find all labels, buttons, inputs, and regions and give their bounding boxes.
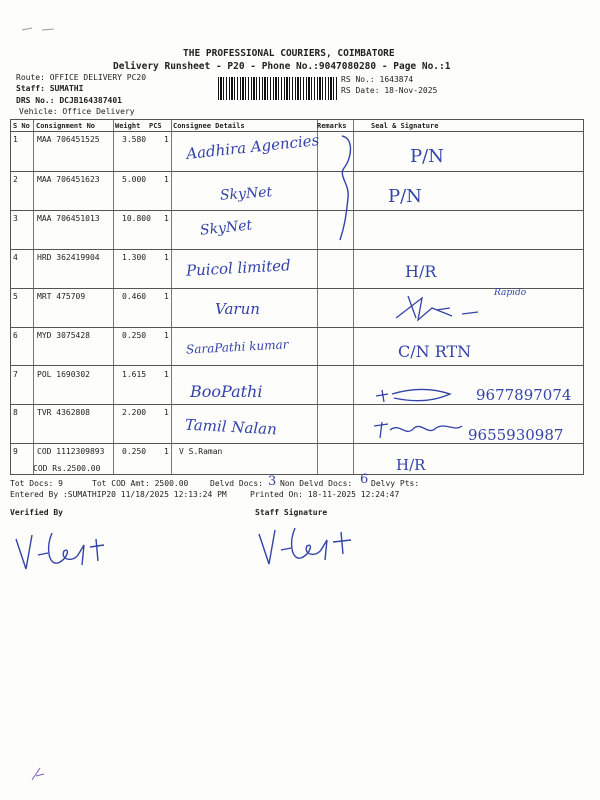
- row-divider: [11, 249, 583, 250]
- row-2-consignment: MAA 706451623: [37, 175, 100, 184]
- rs-date: RS Date: 18-Nov-2025: [341, 86, 438, 95]
- verified-by-label: Verified By: [10, 508, 63, 517]
- row-2-sno: 2: [13, 175, 18, 184]
- remarks-bracket: [330, 128, 370, 248]
- stray-mark: [20, 20, 60, 34]
- header-weight: Weight: [115, 122, 141, 130]
- row-9-weight: 0.250: [122, 447, 147, 456]
- row-7-pcs: 1: [164, 370, 169, 379]
- hw-seal-2: P/N: [388, 186, 422, 207]
- delvd-docs-label: Delvd Docs:: [210, 479, 263, 488]
- row-1-consignment: MAA 706451525: [37, 135, 100, 144]
- row-9-consignment: COD 1112309893: [37, 447, 105, 456]
- header-sno: S No: [13, 122, 30, 130]
- header-pcs: PCS: [149, 122, 162, 130]
- company-title: THE PROFESSIONAL COURIERS, COIMBATORE: [183, 48, 395, 59]
- row-3-sno: 3: [13, 214, 18, 223]
- row-6-consignment: MYD 3075428: [37, 331, 90, 340]
- scribble-signature-8: [370, 418, 466, 442]
- hw-consignee-2: SkyNet: [219, 184, 273, 204]
- col-divider: [33, 120, 34, 475]
- hw-seal-4: H/R: [405, 262, 437, 281]
- row-7-weight: 1.615: [122, 370, 147, 379]
- col-divider: [171, 120, 172, 475]
- barcode: [218, 77, 338, 100]
- row-divider: [11, 327, 583, 328]
- row-4-consignment: HRD 362419904: [37, 253, 100, 262]
- runsheet-heading: Delivery Runsheet - P20 - Phone No.:9047080280 - Page No.:1: [113, 61, 451, 72]
- hw-seal-5: Rapido: [494, 288, 527, 298]
- row-5-consignment: MRT 475709: [37, 292, 86, 301]
- hw-consignee-7: BooPathi: [190, 382, 263, 401]
- hw-seal-1: P/N: [410, 146, 444, 167]
- row-8-weight: 2.200: [122, 408, 147, 417]
- hw-consignee-4: Puicol limited: [185, 256, 292, 280]
- row-1-sno: 1: [13, 135, 18, 144]
- scribble-signature-5: [392, 290, 492, 326]
- staff-signature: [255, 520, 365, 575]
- hw-consignee-1: Aadhira Agencies: [185, 131, 321, 163]
- non-delvd-value: 6: [360, 472, 369, 487]
- col-divider: [317, 120, 318, 475]
- non-delvd-label: Non Delvd Docs:: [280, 479, 353, 488]
- header-divider: [11, 131, 583, 132]
- hw-consignee-5: Varun: [215, 300, 260, 318]
- staff-label: Staff: SUMATHI: [16, 84, 84, 93]
- row-9-sno: 9: [13, 447, 18, 456]
- hw-consignee-3: SkyNet: [199, 217, 253, 239]
- vehicle-label: Vehicle: Office Delivery: [19, 107, 135, 116]
- rs-number: RS No.: 1643874: [341, 75, 414, 84]
- row-7-consignment: POL 1690302: [37, 370, 90, 379]
- row-7-sno: 7: [13, 370, 18, 379]
- row-6-pcs: 1: [164, 331, 169, 340]
- delvy-pts: Delvy Pts:: [371, 479, 420, 488]
- cod-note: COD Rs.2500.00: [33, 464, 101, 473]
- row-divider: [11, 210, 583, 211]
- row-8-sno: 8: [13, 408, 18, 417]
- row-2-weight: 5.000: [122, 175, 147, 184]
- hw-seal-9: H/R: [396, 456, 426, 474]
- header-remarks: Remarks: [317, 122, 347, 130]
- hw-seal-7: 9677897074: [476, 386, 572, 404]
- route-label: Route: OFFICE DELIVERY PC20: [16, 73, 147, 82]
- tot-cod: Tot COD Amt: 2500.00: [92, 479, 189, 488]
- entered-by: Entered By :SUMATHIP20 11/18/2025 12:13:24 PM: [10, 490, 227, 499]
- row-3-pcs: 1: [164, 214, 169, 223]
- row-6-weight: 0.250: [122, 331, 147, 340]
- row-4-weight: 1.300: [122, 253, 147, 262]
- delvd-docs-value: 3: [268, 474, 277, 489]
- hw-seal-8: 9655930987: [468, 426, 564, 444]
- row-3-consignment: MAA 706451013: [37, 214, 100, 223]
- row-5-weight: 0.460: [122, 292, 147, 301]
- header-consignment: Consignment No: [36, 122, 96, 130]
- table-bottom: [11, 474, 583, 475]
- staff-signature-label: Staff Signature: [255, 508, 328, 517]
- hw-seal-6: C/N RTN: [398, 342, 472, 361]
- row-9-pcs: 1: [164, 447, 169, 456]
- scribble-signature-7: [372, 386, 456, 406]
- row-5-pcs: 1: [164, 292, 169, 301]
- row-divider: [11, 404, 583, 405]
- row-4-sno: 4: [13, 253, 18, 262]
- row-divider: [11, 365, 583, 366]
- row-1-pcs: 1: [164, 135, 169, 144]
- printed-on: Printed On: 18-11-2025 12:24:47: [250, 490, 400, 499]
- row-6-sno: 6: [13, 331, 18, 340]
- hw-consignee-8: Tamil Nalan: [184, 415, 278, 439]
- row-2-pcs: 1: [164, 175, 169, 184]
- row-1-weight: 3.580: [122, 135, 147, 144]
- row-divider: [11, 171, 583, 172]
- verified-signature: [12, 525, 122, 580]
- hw-consignee-6: SaraPathi kumar: [185, 337, 289, 357]
- row-4-pcs: 1: [164, 253, 169, 262]
- drs-label: DRS No.: DCJB164387401: [16, 96, 122, 105]
- col-divider: [113, 120, 114, 475]
- row-5-sno: 5: [13, 292, 18, 301]
- tot-docs: Tot Docs: 9: [10, 479, 63, 488]
- row-8-pcs: 1: [164, 408, 169, 417]
- header-seal: Seal & Signature: [371, 122, 439, 130]
- header-consignee: Consignee Details: [173, 122, 245, 130]
- stray-mark: [28, 764, 48, 784]
- row-3-weight: 10.800: [122, 214, 151, 223]
- row-9-consignee: V S.Raman: [179, 447, 223, 456]
- row-8-consignment: TVR 4362808: [37, 408, 90, 417]
